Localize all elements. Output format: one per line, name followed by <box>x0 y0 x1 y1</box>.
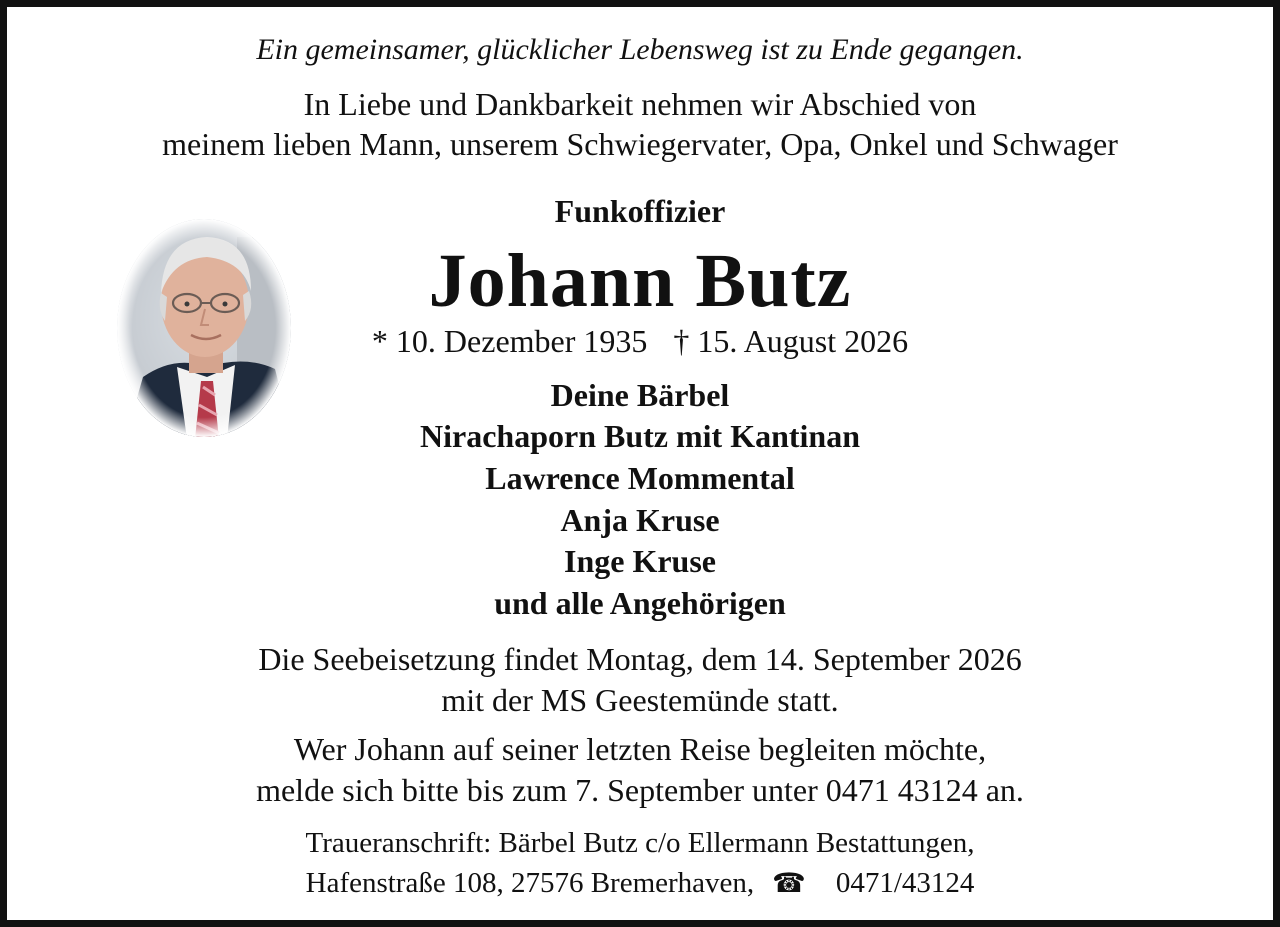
deceased-name: Johann Butz <box>428 239 852 323</box>
telephone-icon: ☎ <box>772 868 806 899</box>
mourner-name: Nirachaporn Butz mit Kantinan <box>419 418 861 454</box>
birth-date: * 10. Dezember 1935 <box>371 323 648 359</box>
street-address: Hafenstraße 108, 27576 Bremerhaven, <box>305 867 755 899</box>
rsvp-info: Wer Johann auf seiner letzten Reise begleiten möchte, <box>293 731 987 767</box>
relation-line: meinem lieben Mann, unserem Schwiegervater, Opa, Onkel und Schwager <box>162 126 1118 162</box>
mourner-name: und alle Angehörigen <box>494 585 786 621</box>
mourner-name: Anja Kruse <box>560 502 720 538</box>
service-info: mit der MS Geestemünde statt. <box>441 682 839 718</box>
portrait-photo <box>115 217 293 439</box>
mourning-address: Traueranschrift: Bärbel Butz c/o Ellermann Bestattungen, <box>305 827 975 859</box>
farewell-line: In Liebe und Dankbarkeit nehmen wir Abschied von <box>303 86 977 122</box>
rsvp-info: melde sich bitte bis zum 7. September unter 0471 43124 an. <box>256 772 1024 808</box>
deceased-title: Funkoffizier <box>554 193 726 229</box>
mourning-address-line <box>7 869 1273 898</box>
service-info: Die Seebeisetzung findet Montag, dem 14. September 2026 <box>258 641 1022 677</box>
mourner-name: Deine Bärbel <box>550 377 730 413</box>
intro-line: Ein gemeinsamer, glücklicher Lebensweg ist zu Ende gegangen. <box>256 33 1024 66</box>
phone-number: 0471/43124 <box>835 867 975 899</box>
mourner-name: Lawrence Mommental <box>485 460 795 496</box>
death-date: † 15. August 2026 <box>673 323 909 359</box>
mourner-name: Inge Kruse <box>564 543 716 579</box>
